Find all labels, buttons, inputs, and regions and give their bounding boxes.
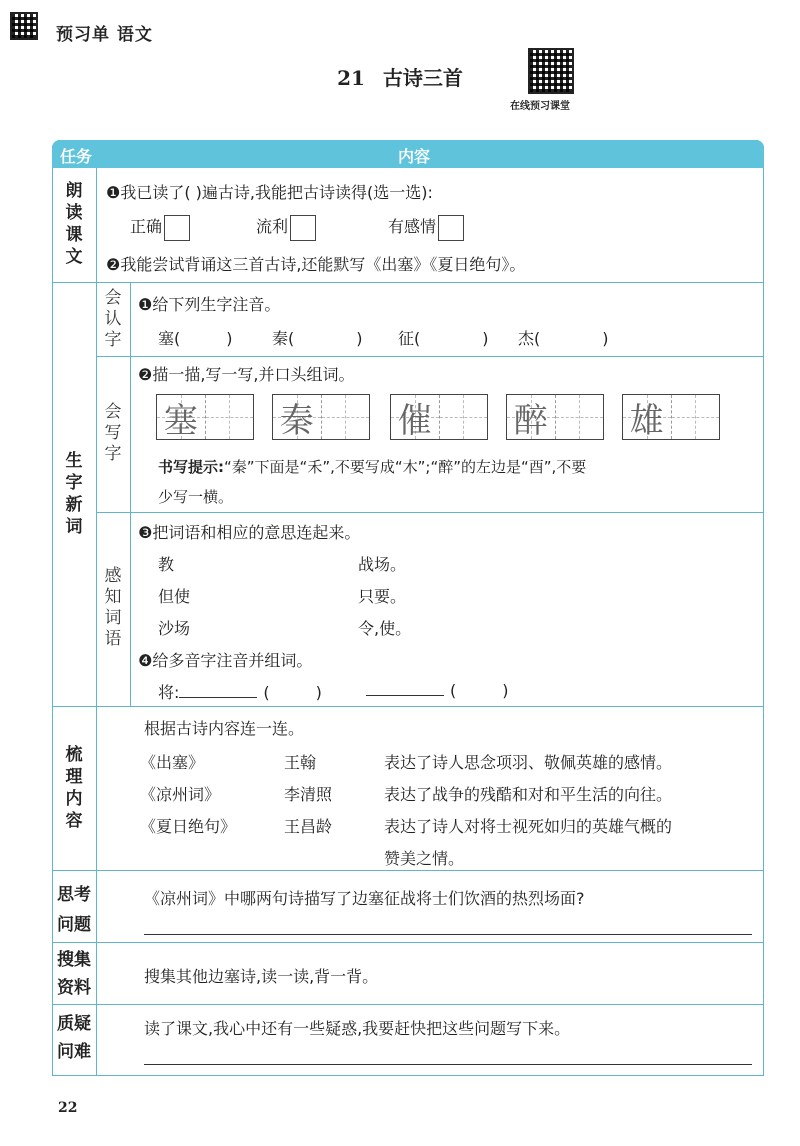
header-label: 预习单 语文	[56, 25, 153, 45]
poem-title[interactable]: 《凉州词》	[140, 785, 221, 804]
checkbox[interactable]	[290, 215, 316, 241]
polyphone-entry-2[interactable]: ( )	[366, 680, 509, 700]
recognize-title: ❶给下列生字注音。	[138, 295, 281, 314]
recognize-char[interactable]: 秦( )	[272, 329, 363, 348]
sublabel-write: 会写字	[104, 402, 122, 464]
writing-grid[interactable]: 秦	[272, 394, 370, 440]
doubt-text: 读了课文,我心中还有一些疑惑,我要赶快把这些问题写下来。	[144, 1019, 571, 1038]
header-content: 内容	[398, 147, 431, 166]
poem-meaning-cont: 赞美之情。	[384, 849, 465, 868]
row-label-doubt: 质疑问难	[57, 1014, 91, 1062]
lesson-title: 古诗三首	[382, 66, 463, 90]
write-title: ❷描一描,写一写,并口头组词。	[138, 365, 355, 384]
reading-option-correct[interactable]: 正确	[130, 214, 190, 241]
reading-item-1: ❶我已读了( )遍古诗,我能把古诗读得(选一选):	[106, 183, 433, 202]
writing-grid[interactable]: 醉	[506, 394, 604, 440]
qr-caption: 在线预习课堂	[510, 101, 570, 112]
writing-tip: 书写提示:“秦”下面是“禾”,不要写成“木”;“醉”的左边是“酉”,不要	[158, 458, 587, 476]
polyphone-title: ❹给多音字注音并组词。	[138, 651, 313, 670]
sublabel-recognize: 会认字	[104, 288, 122, 350]
writing-grid[interactable]: 塞	[156, 394, 254, 440]
meaning-definition[interactable]: 战场。	[358, 555, 407, 574]
row-divider	[52, 942, 764, 943]
page-title	[0, 62, 800, 91]
meaning-definition[interactable]: 令,使。	[358, 619, 412, 638]
row-divider	[52, 282, 764, 283]
row-label-collect: 搜集资料	[57, 950, 91, 998]
row-label-sort: 梳理内容	[65, 745, 83, 831]
collect-text: 搜集其他边塞诗,读一读,背一背。	[144, 967, 379, 986]
qr-code-small-icon	[10, 12, 38, 40]
subrow-divider	[96, 356, 764, 357]
row-divider	[52, 1004, 764, 1005]
row-divider	[52, 706, 764, 707]
subrow-divider	[96, 512, 764, 513]
table-header	[52, 140, 764, 168]
poem-meaning[interactable]: 表达了诗人思念项羽、敬佩英雄的感情。	[384, 753, 673, 772]
sort-intro: 根据古诗内容连一连。	[144, 719, 305, 738]
reading-item-2: ❷我能尝试背诵这三首古诗,还能默写《出塞》《夏日绝句》。	[106, 255, 526, 274]
checkbox[interactable]	[164, 215, 190, 241]
reading-option-emotion[interactable]: 有感情	[388, 214, 464, 241]
qr-code-icon[interactable]	[528, 48, 574, 94]
poem-meaning[interactable]: 表达了诗人对将士视死如归的英雄气概的	[384, 817, 673, 836]
recognize-char[interactable]: 塞( )	[158, 329, 233, 348]
row-label-reading: 朗读课文	[65, 181, 83, 267]
row-label-words: 生字新词	[65, 451, 83, 537]
recognize-char[interactable]: 杰( )	[518, 329, 609, 348]
meaning-word[interactable]: 沙场	[158, 619, 191, 638]
writing-tip-cont: 少写一横。	[158, 488, 234, 506]
poem-title[interactable]: 《夏日绝句》	[140, 817, 237, 836]
sublabel-meaning: 感知词语	[104, 566, 122, 649]
poem-meaning[interactable]: 表达了战争的残酷和对和平生活的向往。	[384, 785, 673, 804]
header-task: 任务	[60, 147, 93, 166]
reading-option-fluent[interactable]: 流利	[256, 214, 316, 241]
meaning-title: ❸把词语和相应的意思连起来。	[138, 523, 361, 542]
task-table	[52, 140, 764, 1076]
page-number: 22	[58, 1100, 78, 1116]
polyphone-entry-1[interactable]: 将: ( )	[158, 683, 322, 702]
think-question: 《凉州词》中哪两句诗描写了边塞征战将士们饮酒的热烈场面?	[144, 889, 585, 908]
writing-grid[interactable]: 雄	[622, 394, 720, 440]
writing-grid[interactable]: 催	[390, 394, 488, 440]
meaning-word[interactable]: 但使	[158, 587, 191, 606]
poem-author[interactable]: 李清照	[284, 785, 333, 804]
subcolumn-divider	[130, 282, 131, 706]
answer-line[interactable]	[144, 1064, 752, 1065]
poem-title[interactable]: 《出塞》	[140, 753, 205, 772]
meaning-definition[interactable]: 只要。	[358, 587, 407, 606]
row-label-think: 思考问题	[57, 885, 91, 935]
answer-line[interactable]	[144, 934, 752, 935]
poem-author[interactable]: 王昌龄	[284, 817, 333, 836]
meaning-word[interactable]: 教	[158, 555, 175, 574]
poem-author[interactable]: 王翰	[284, 753, 317, 772]
checkbox[interactable]	[438, 215, 464, 241]
lesson-number: 21	[337, 66, 365, 90]
row-divider	[52, 870, 764, 871]
recognize-char[interactable]: 征( )	[398, 329, 489, 348]
